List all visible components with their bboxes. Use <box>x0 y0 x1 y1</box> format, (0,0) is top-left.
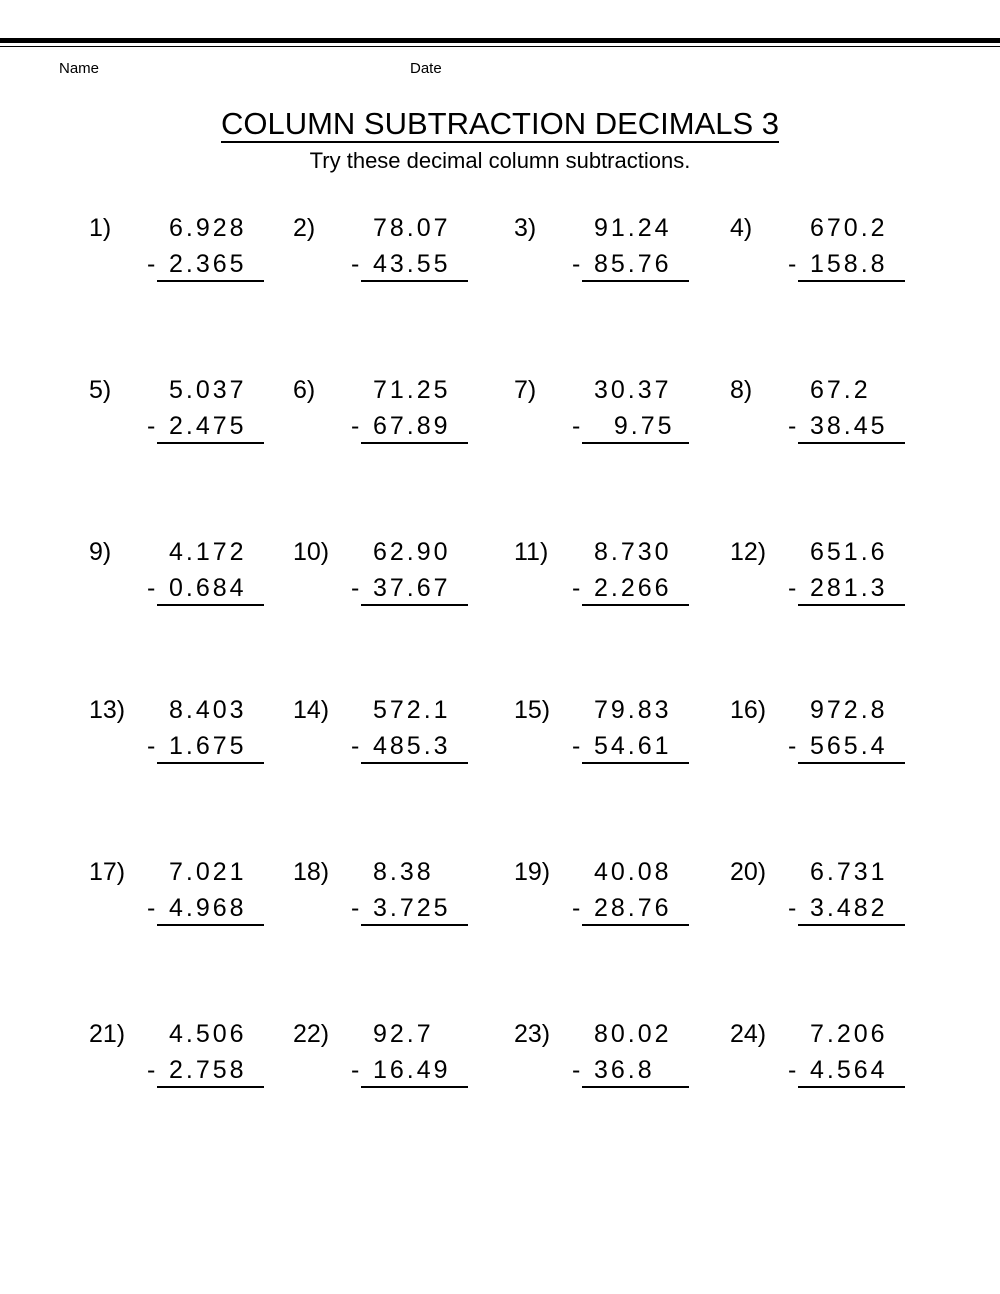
page-subtitle: Try these decimal column subtractions. <box>309 148 691 173</box>
subtrahend: 36.8 <box>594 1056 655 1084</box>
minuend: 71.25 <box>373 376 451 404</box>
minuend: 572.1 <box>373 696 451 724</box>
minus-sign: - <box>572 412 581 440</box>
problem-number: 5) <box>89 376 112 404</box>
minuend: 5.037 <box>169 376 247 404</box>
answer-line <box>582 280 689 282</box>
problem-number: 1) <box>89 214 112 242</box>
answer-line <box>798 280 905 282</box>
problem-12 <box>730 537 960 627</box>
minuend: 651.6 <box>810 538 888 566</box>
answer-line <box>798 604 905 606</box>
answer-line <box>157 762 264 764</box>
answer-line <box>582 924 689 926</box>
minuend: 4.506 <box>169 1020 247 1048</box>
problem-1 <box>89 213 319 303</box>
problem-number: 22) <box>293 1020 330 1048</box>
answer-line <box>361 280 468 282</box>
subtrahend: 85.76 <box>594 250 672 278</box>
subtrahend: 54.61 <box>594 732 672 760</box>
answer-line <box>361 924 468 926</box>
problem-6 <box>293 375 523 465</box>
subtrahend: 43.55 <box>373 250 451 278</box>
problem-7 <box>514 375 744 465</box>
subtrahend: 485.3 <box>373 732 451 760</box>
problem-15 <box>514 695 744 785</box>
subtrahend: 158.8 <box>810 250 888 278</box>
problem-8 <box>730 375 960 465</box>
problem-17 <box>89 857 319 947</box>
minus-sign: - <box>147 1056 156 1084</box>
minuend: 78.07 <box>373 214 451 242</box>
minuend: 7.021 <box>169 858 247 886</box>
name-label: Name <box>59 60 100 77</box>
answer-line <box>157 442 264 444</box>
minus-sign: - <box>147 412 156 440</box>
answer-line <box>361 604 468 606</box>
problem-24 <box>730 1019 960 1109</box>
subtrahend: 2.365 <box>169 250 247 278</box>
problem-4 <box>730 213 960 303</box>
problem-number: 18) <box>293 858 330 886</box>
minuend: 40.08 <box>594 858 672 886</box>
subtrahend: 3.482 <box>810 894 888 922</box>
minuend: 80.02 <box>594 1020 672 1048</box>
problem-19 <box>514 857 744 947</box>
problem-10 <box>293 537 523 627</box>
problem-18 <box>293 857 523 947</box>
problem-14 <box>293 695 523 785</box>
minus-sign: - <box>351 574 360 602</box>
subtrahend: 38.45 <box>810 412 888 440</box>
answer-line <box>798 1086 905 1088</box>
answer-line <box>157 280 264 282</box>
answer-line <box>361 442 468 444</box>
minus-sign: - <box>788 1056 797 1084</box>
minus-sign: - <box>147 894 156 922</box>
problem-13 <box>89 695 319 785</box>
answer-line <box>798 442 905 444</box>
answer-line <box>582 762 689 764</box>
answer-line <box>798 762 905 764</box>
minus-sign: - <box>788 894 797 922</box>
problem-number: 12) <box>730 538 767 566</box>
problem-2 <box>293 213 523 303</box>
problem-9 <box>89 537 319 627</box>
answer-line <box>582 442 689 444</box>
date-label: Date <box>410 60 442 77</box>
subtrahend: 37.67 <box>373 574 451 602</box>
minuend: 8.38 <box>373 858 434 886</box>
minus-sign: - <box>572 1056 581 1084</box>
minuend: 6.928 <box>169 214 247 242</box>
minus-sign: - <box>147 250 156 278</box>
problem-number: 24) <box>730 1020 767 1048</box>
problem-number: 23) <box>514 1020 551 1048</box>
minus-sign: - <box>351 1056 360 1084</box>
problem-number: 15) <box>514 696 551 724</box>
minus-sign: - <box>788 250 797 278</box>
subtrahend: 281.3 <box>810 574 888 602</box>
subtrahend: 0.684 <box>169 574 247 602</box>
problem-number: 3) <box>514 214 537 242</box>
problem-number: 6) <box>293 376 316 404</box>
problem-number: 20) <box>730 858 767 886</box>
page-title-text: COLUMN SUBTRACTION DECIMALS 3 <box>220 106 780 141</box>
answer-line <box>157 1086 264 1088</box>
subtrahend: 2.475 <box>169 412 247 440</box>
minuend: 62.90 <box>373 538 451 566</box>
problem-number: 14) <box>293 696 330 724</box>
minus-sign: - <box>147 732 156 760</box>
minus-sign: - <box>572 894 581 922</box>
problem-number: 2) <box>293 214 316 242</box>
minuend: 972.8 <box>810 696 888 724</box>
problem-number: 17) <box>89 858 126 886</box>
minus-sign: - <box>351 894 360 922</box>
minuend: 8.403 <box>169 696 247 724</box>
minus-sign: - <box>147 574 156 602</box>
problem-5 <box>89 375 319 465</box>
problem-21 <box>89 1019 319 1109</box>
problem-number: 16) <box>730 696 767 724</box>
minuend: 6.731 <box>810 858 888 886</box>
subtrahend: 565.4 <box>810 732 888 760</box>
problem-20 <box>730 857 960 947</box>
answer-line <box>582 1086 689 1088</box>
subtrahend: 1.675 <box>169 732 247 760</box>
problem-number: 11) <box>514 538 549 566</box>
minus-sign: - <box>788 732 797 760</box>
subtrahend: 4.968 <box>169 894 247 922</box>
minuend: 30.37 <box>594 376 672 404</box>
answer-line <box>157 924 264 926</box>
subtrahend: 4.564 <box>810 1056 888 1084</box>
minus-sign: - <box>351 250 360 278</box>
subtrahend: 9.75 <box>594 412 675 440</box>
answer-line <box>798 924 905 926</box>
minus-sign: - <box>351 412 360 440</box>
problem-number: 8) <box>730 376 753 404</box>
subtrahend: 2.758 <box>169 1056 247 1084</box>
minuend: 4.172 <box>169 538 247 566</box>
subtrahend: 67.89 <box>373 412 451 440</box>
problem-number: 13) <box>89 696 126 724</box>
minuend: 7.206 <box>810 1020 888 1048</box>
problem-number: 7) <box>514 376 537 404</box>
minus-sign: - <box>788 574 797 602</box>
subtrahend: 2.266 <box>594 574 672 602</box>
subtrahend: 3.725 <box>373 894 451 922</box>
minuend: 92.7 <box>373 1020 434 1048</box>
problem-3 <box>514 213 744 303</box>
minus-sign: - <box>788 412 797 440</box>
minuend: 67.2 <box>810 376 871 404</box>
minuend: 91.24 <box>594 214 672 242</box>
problem-number: 10) <box>293 538 330 566</box>
problem-number: 19) <box>514 858 551 886</box>
answer-line <box>361 762 468 764</box>
minuend: 8.730 <box>594 538 672 566</box>
problem-11 <box>514 537 744 627</box>
problem-number: 9) <box>89 538 112 566</box>
problem-22 <box>293 1019 523 1109</box>
subtrahend: 28.76 <box>594 894 672 922</box>
minus-sign: - <box>572 732 581 760</box>
problem-number: 4) <box>730 214 753 242</box>
minus-sign: - <box>351 732 360 760</box>
minuend: 79.83 <box>594 696 672 724</box>
minus-sign: - <box>572 250 581 278</box>
problem-23 <box>514 1019 744 1109</box>
problem-16 <box>730 695 960 785</box>
minuend: 670.2 <box>810 214 888 242</box>
answer-line <box>582 604 689 606</box>
answer-line <box>361 1086 468 1088</box>
minus-sign: - <box>572 574 581 602</box>
subtrahend: 16.49 <box>373 1056 451 1084</box>
problem-number: 21) <box>89 1020 126 1048</box>
answer-line <box>157 604 264 606</box>
